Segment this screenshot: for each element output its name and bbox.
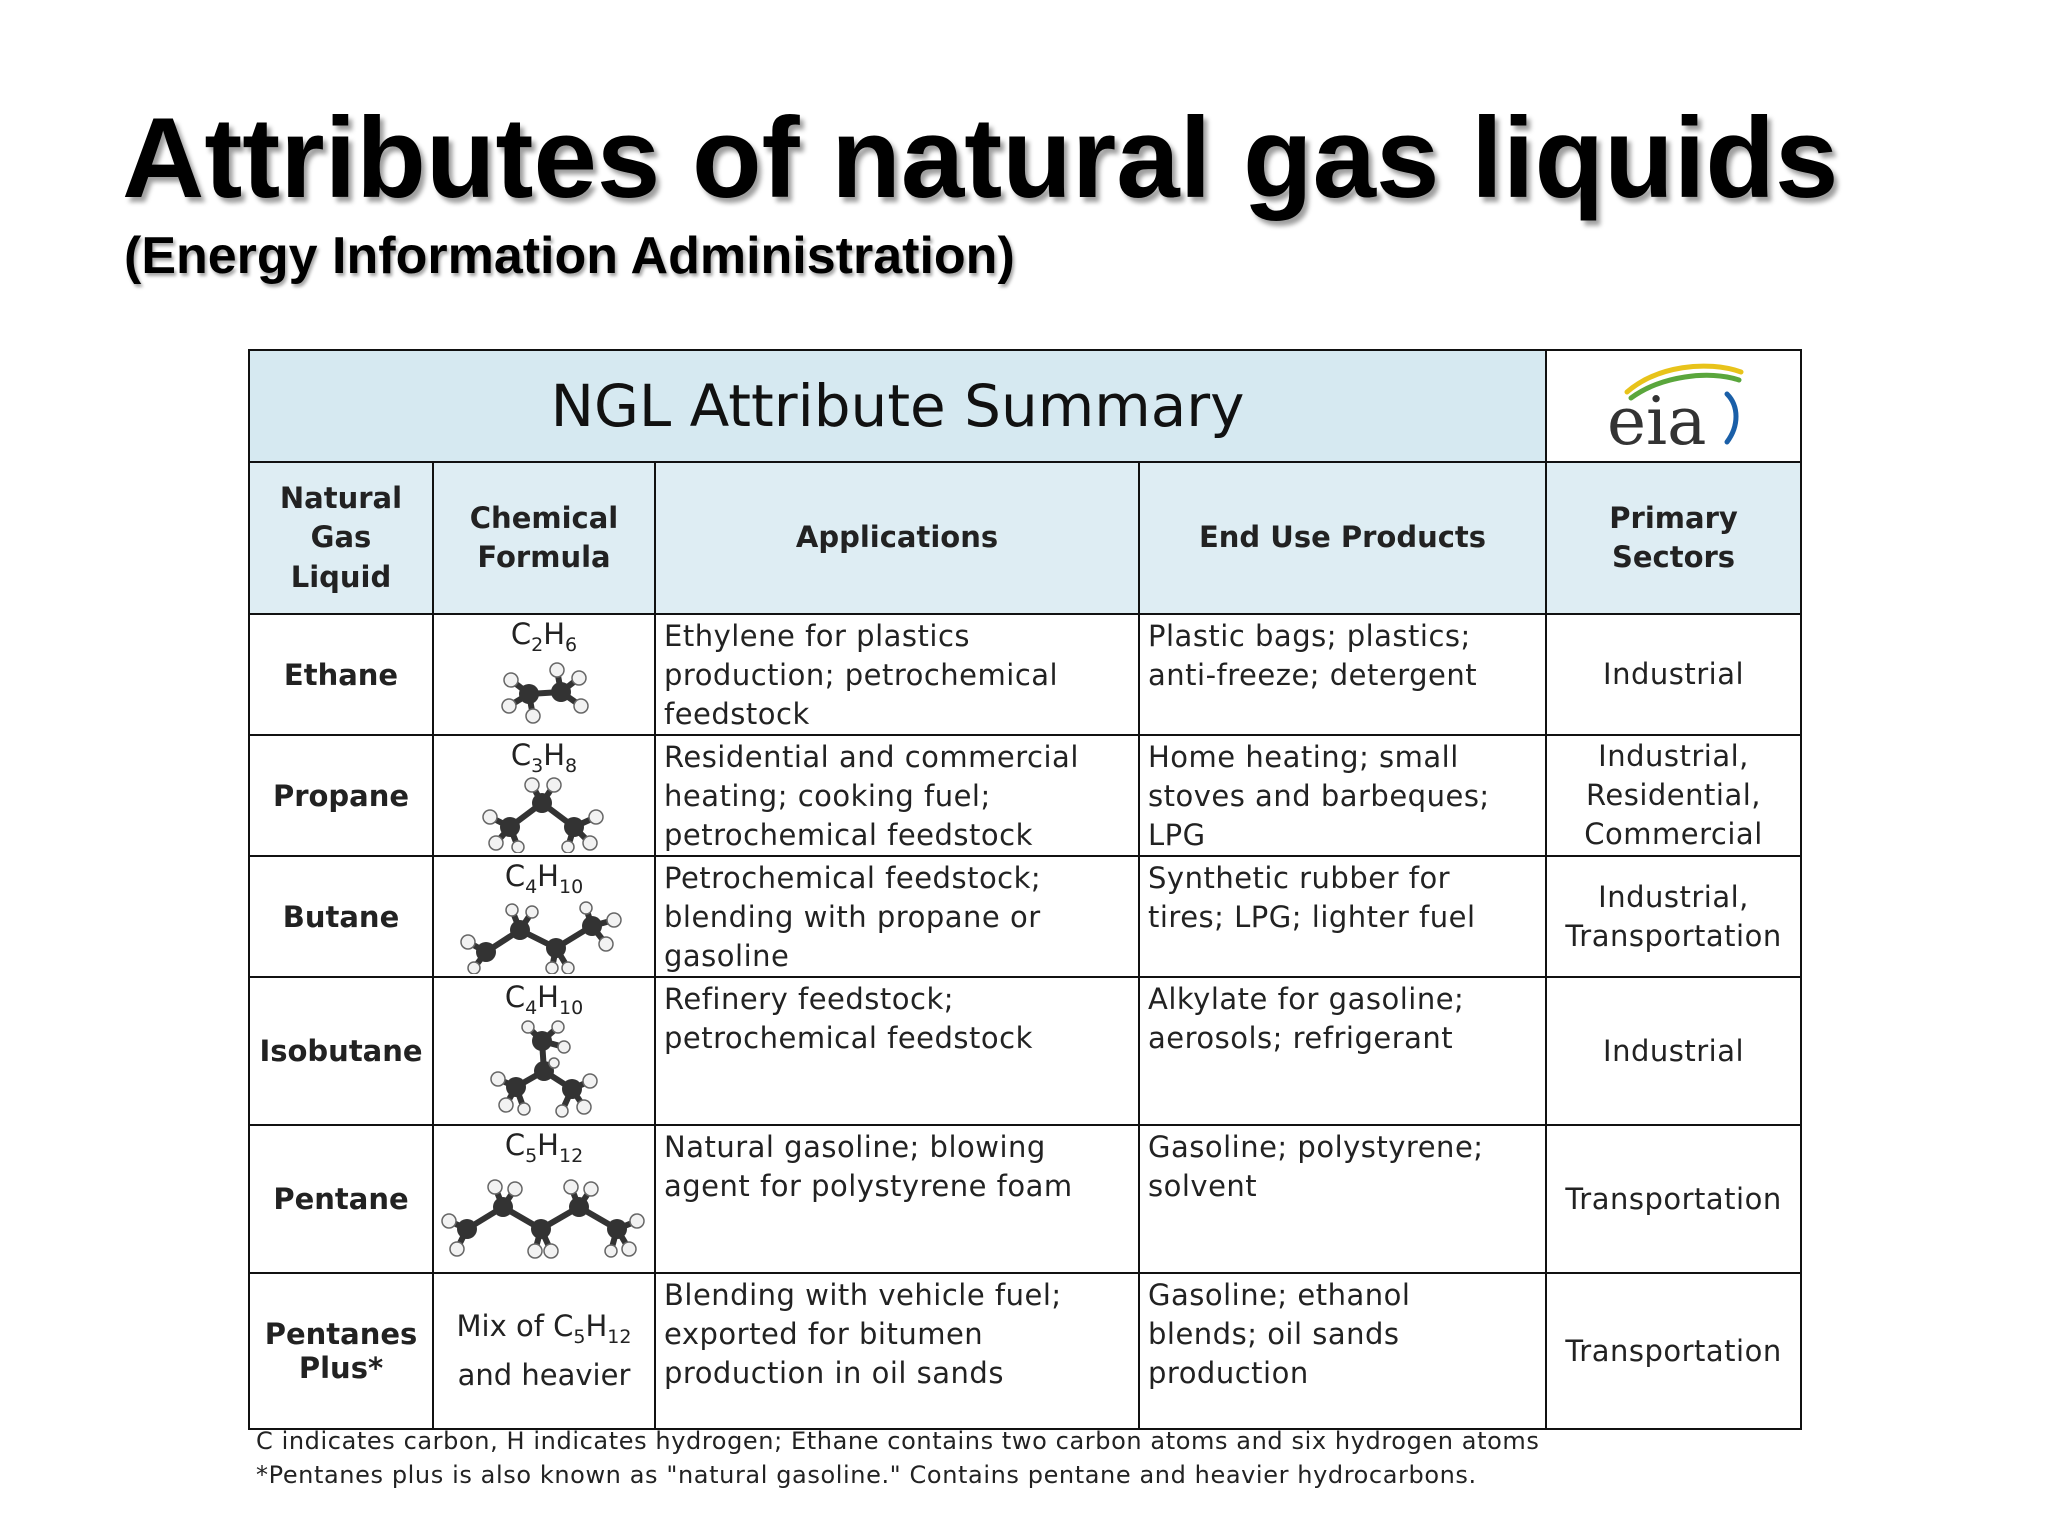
footnote-1: C indicates carbon, H indicates hydrogen; Ethane contains two carbon atoms and six hydrogen atoms	[256, 1427, 1540, 1455]
applications-cell: Natural gasoline; blowing agent for polystyrene foam	[655, 1125, 1139, 1273]
end-use-cell: Home heating; small stoves and barbeques; LPG	[1139, 735, 1546, 856]
eia-logo-text: eia	[1606, 383, 1707, 452]
header-formula-line1: Chemical	[469, 500, 619, 535]
header-sectors-line1: Primary	[1609, 500, 1738, 535]
sectors-cell: Industrial	[1546, 614, 1801, 735]
applications-cell: Petrochemical feedstock; blending with propane or gasoline	[655, 856, 1139, 977]
row-name: Pentane	[249, 1125, 433, 1273]
header-ngl-line3: Liquid	[290, 559, 392, 594]
table-row	[249, 977, 1801, 1125]
table-row	[249, 1125, 1801, 1273]
isobutane-molecule-model	[484, 1019, 604, 1123]
end-use-cell: Synthetic rubber for tires; LPG; lighter fuel	[1139, 856, 1546, 977]
table-row	[249, 1273, 1801, 1429]
sectors-cell: Transportation	[1546, 1125, 1801, 1273]
ethane-molecule-model	[489, 656, 599, 726]
formula-cell	[433, 614, 655, 735]
end-use-cell: Gasoline; polystyrene; solvent	[1139, 1125, 1546, 1273]
header-sectors	[1546, 462, 1801, 614]
end-use-cell: Plastic bags; plastics; anti-freeze; detergent	[1139, 614, 1546, 735]
slide-title: Attributes of natural gas liquids	[122, 95, 1839, 222]
applications-cell: Residential and commercial heating; cooking fuel; petrochemical feedstock	[655, 735, 1139, 856]
header-formula-line2: Formula	[477, 540, 611, 574]
row-name: Isobutane	[249, 977, 433, 1125]
formula-cell	[433, 1125, 655, 1273]
header-formula	[433, 462, 655, 614]
table-banner: NGL Attribute Summary	[249, 350, 1546, 462]
chemical-formula: $C_2H_6$	[510, 617, 578, 656]
header-end-use: End Use Products	[1139, 462, 1546, 614]
header-ngl	[249, 462, 433, 614]
footnotes	[256, 1424, 1540, 1492]
header-sectors-line2: Sectors	[1611, 540, 1736, 574]
propane-molecule-model	[474, 777, 614, 853]
formula-cell: Mix of $C_5H_{12}$ and heavier	[433, 1273, 655, 1429]
table-row	[249, 614, 1801, 735]
applications-cell: Ethylene for plastics production; petrochemical feedstock	[655, 614, 1139, 735]
row-name: Propane	[249, 735, 433, 856]
applications-cell: Refinery feedstock; petrochemical feedstock	[655, 977, 1139, 1125]
table-row	[249, 856, 1801, 977]
end-use-cell: Alkylate for gasoline; aerosols; refrigerant	[1139, 977, 1546, 1125]
formula-cell	[433, 735, 655, 856]
header-ngl-line1: Natural	[279, 480, 403, 515]
row-name: Pentanes Plus*	[249, 1273, 433, 1429]
eia-logo-cell	[1546, 350, 1801, 462]
chemical-formula: $C_4H_{10}$	[504, 859, 584, 898]
row-name: Butane	[249, 856, 433, 977]
sectors-cell: Transportation	[1546, 1273, 1801, 1429]
chemical-formula: $C_5H_{12}$	[504, 1128, 584, 1167]
applications-cell: Blending with vehicle fuel; exported for bitumen production in oil sands	[655, 1273, 1139, 1429]
row-name: Ethane	[249, 614, 433, 735]
sectors-cell: Industrial, Residential, Commercial	[1546, 735, 1801, 856]
chemical-formula: $C_3H_8$	[510, 738, 578, 777]
header-ngl-line2: Gas	[310, 520, 372, 555]
chemical-formula: $C_4H_{10}$	[504, 980, 584, 1019]
sectors-cell: Industrial	[1546, 977, 1801, 1125]
footnote-2: *Pentanes plus is also known as "natural gasoline." Contains pentane and heavier hydrocarbons.	[256, 1461, 1477, 1489]
slide-subtitle: (Energy Information Administration)	[124, 227, 1015, 285]
eia-logo	[1599, 356, 1749, 452]
formula-cell	[433, 977, 655, 1125]
header-applications: Applications	[655, 462, 1139, 614]
table-row	[249, 735, 1801, 856]
eia-logo-swoosh-blue	[1727, 394, 1736, 442]
formula-cell	[433, 856, 655, 977]
pentane-molecule-model	[437, 1167, 651, 1267]
end-use-cell: Gasoline; ethanol blends; oil sands production	[1139, 1273, 1546, 1429]
sectors-cell: Industrial, Transportation	[1546, 856, 1801, 977]
ngl-attribute-table	[248, 349, 1802, 1430]
butane-molecule-model	[456, 898, 632, 974]
